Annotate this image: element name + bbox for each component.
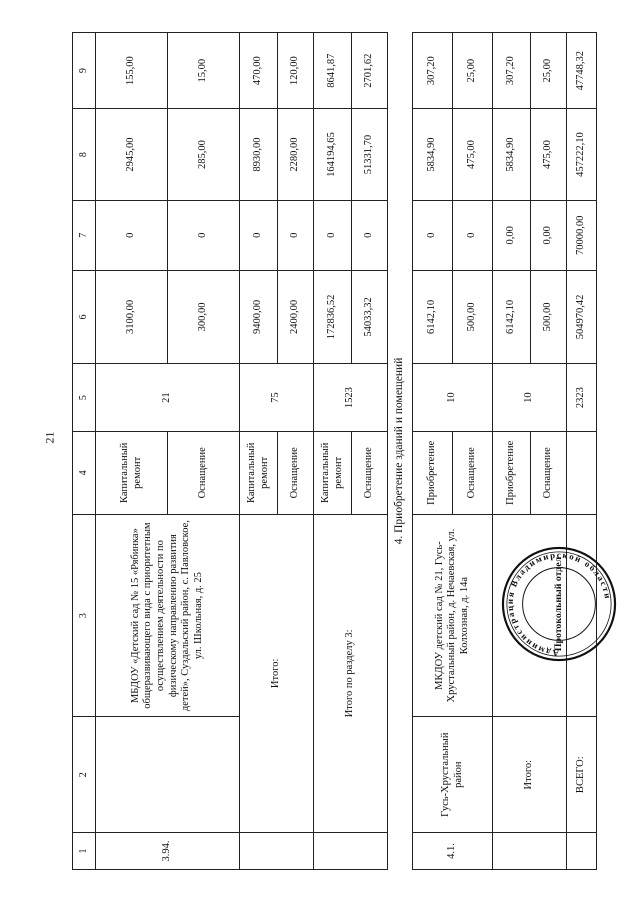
value-col7: 0,00 xyxy=(493,200,531,270)
value-col7: 0,00 xyxy=(531,200,567,270)
value-col9: 307,20 xyxy=(413,33,453,109)
subtotal-row xyxy=(240,33,278,870)
value-col9: 120,00 xyxy=(278,33,314,109)
work-type: Капитальный ремонт xyxy=(314,431,352,514)
row-number: 4.1. xyxy=(413,832,493,869)
row-number: 3.94. xyxy=(96,832,240,869)
value-col7: 70000,00 xyxy=(567,200,597,270)
value-col8: 8930,00 xyxy=(240,109,278,201)
row-number xyxy=(493,832,567,869)
district-cell xyxy=(96,717,240,833)
places-count: 2323 xyxy=(567,364,597,432)
value-col6: 54033,32 xyxy=(352,270,388,364)
value-col9: 155,00 xyxy=(96,33,168,109)
value-col8: 475,00 xyxy=(453,109,493,201)
work-type: Капитальный ремонт xyxy=(96,431,168,514)
value-col8: 2945,00 xyxy=(96,109,168,201)
subtotal-row xyxy=(493,33,531,870)
table-row xyxy=(413,33,453,870)
value-col8: 475,00 xyxy=(531,109,567,201)
organization-cell: МБДОУ «Детский сад № 15 «Рябинка» общеразвивающего вида с приоритетным осуществлением деятельности по физическому направлению развития детей», Суздальский район, с. Павловское, ул. Школьная, д. 25 xyxy=(96,514,240,717)
work-type: Оснащение xyxy=(453,431,493,514)
col-header: 7 xyxy=(73,200,96,270)
value-col9: 8641,87 xyxy=(314,33,352,109)
section-heading: 4. Приобретение зданий и помещений xyxy=(388,33,413,870)
value-col8: 285,00 xyxy=(168,109,240,201)
subtotal-label: Итого: xyxy=(240,514,314,832)
places-count: 10 xyxy=(493,364,567,432)
column-number-row xyxy=(73,33,96,870)
work-type xyxy=(567,431,597,514)
value-col9: 470,00 xyxy=(240,33,278,109)
value-col7: 0 xyxy=(240,200,278,270)
district-cell: Гусь-Хрустальный район xyxy=(413,717,493,833)
col-header: 4 xyxy=(73,431,96,514)
places-count: 1523 xyxy=(314,364,388,432)
section-total-label: Итого по разделу 3: xyxy=(314,514,388,832)
seal-center-text: Протокольный отдел xyxy=(552,556,564,652)
budget-table xyxy=(72,32,597,870)
work-type: Оснащение xyxy=(531,431,567,514)
value-col8: 164194,65 xyxy=(314,109,352,201)
work-type: Приобретение xyxy=(493,431,531,514)
work-type: Приобретение xyxy=(413,431,453,514)
row-number xyxy=(567,832,597,869)
col-header: 6 xyxy=(73,270,96,364)
organization-cell: МКДОУ детский сад № 21, Гусь-Хрустальный район, д. Нечаевская, ул. Колхозная, д. 14а xyxy=(413,514,493,717)
value-col6: 300,00 xyxy=(168,270,240,364)
grand-total-row xyxy=(567,33,597,870)
value-col9: 15,00 xyxy=(168,33,240,109)
subtotal-label: Итого: xyxy=(493,717,567,833)
table-row xyxy=(96,33,168,870)
col-header: 8 xyxy=(73,109,96,201)
value-col8: 51331,70 xyxy=(352,109,388,201)
value-col8: 2280,00 xyxy=(278,109,314,201)
section-heading-row xyxy=(388,33,413,870)
value-col9: 2701,62 xyxy=(352,33,388,109)
value-col6: 500,00 xyxy=(531,270,567,364)
value-col9: 25,00 xyxy=(531,33,567,109)
page-number: 21 xyxy=(42,431,57,444)
section-total-row xyxy=(314,33,352,870)
value-col7: 0 xyxy=(453,200,493,270)
value-col8: 457222,10 xyxy=(567,109,597,201)
value-col6: 3100,00 xyxy=(96,270,168,364)
value-col7: 0 xyxy=(96,200,168,270)
col-header: 3 xyxy=(73,514,96,717)
places-count: 21 xyxy=(96,364,240,432)
value-col9: 25,00 xyxy=(453,33,493,109)
work-type: Капитальный ремонт xyxy=(240,431,278,514)
row-number xyxy=(240,832,314,869)
official-seal xyxy=(500,545,618,663)
value-col6: 6142,10 xyxy=(493,270,531,364)
value-col6: 2400,00 xyxy=(278,270,314,364)
value-col7: 0 xyxy=(352,200,388,270)
value-col8: 5834,90 xyxy=(413,109,453,201)
col-header: 2 xyxy=(73,717,96,833)
work-type: Оснащение xyxy=(352,431,388,514)
value-col6: 500,00 xyxy=(453,270,493,364)
places-count: 75 xyxy=(240,364,314,432)
value-col9: 307,20 xyxy=(493,33,531,109)
value-col6: 6142,10 xyxy=(413,270,453,364)
col-header: 9 xyxy=(73,33,96,109)
row-number xyxy=(314,832,388,869)
col-header: 5 xyxy=(73,364,96,432)
value-col6: 504970,42 xyxy=(567,270,597,364)
seal-ring-text: Администрация Владимирской области xyxy=(504,549,614,659)
value-col9: 47748,32 xyxy=(567,33,597,109)
places-count: 10 xyxy=(413,364,493,432)
work-type: Оснащение xyxy=(278,431,314,514)
rotated-table-frame xyxy=(72,32,587,870)
value-col7: 0 xyxy=(413,200,453,270)
value-col7: 0 xyxy=(278,200,314,270)
value-col6: 172836,52 xyxy=(314,270,352,364)
value-col7: 0 xyxy=(168,200,240,270)
value-col7: 0 xyxy=(314,200,352,270)
grand-total-label: ВСЕГО: xyxy=(567,717,597,833)
value-col6: 9400,00 xyxy=(240,270,278,364)
col-header: 1 xyxy=(73,832,96,869)
value-col8: 5834,90 xyxy=(493,109,531,201)
work-type: Оснащение xyxy=(168,431,240,514)
